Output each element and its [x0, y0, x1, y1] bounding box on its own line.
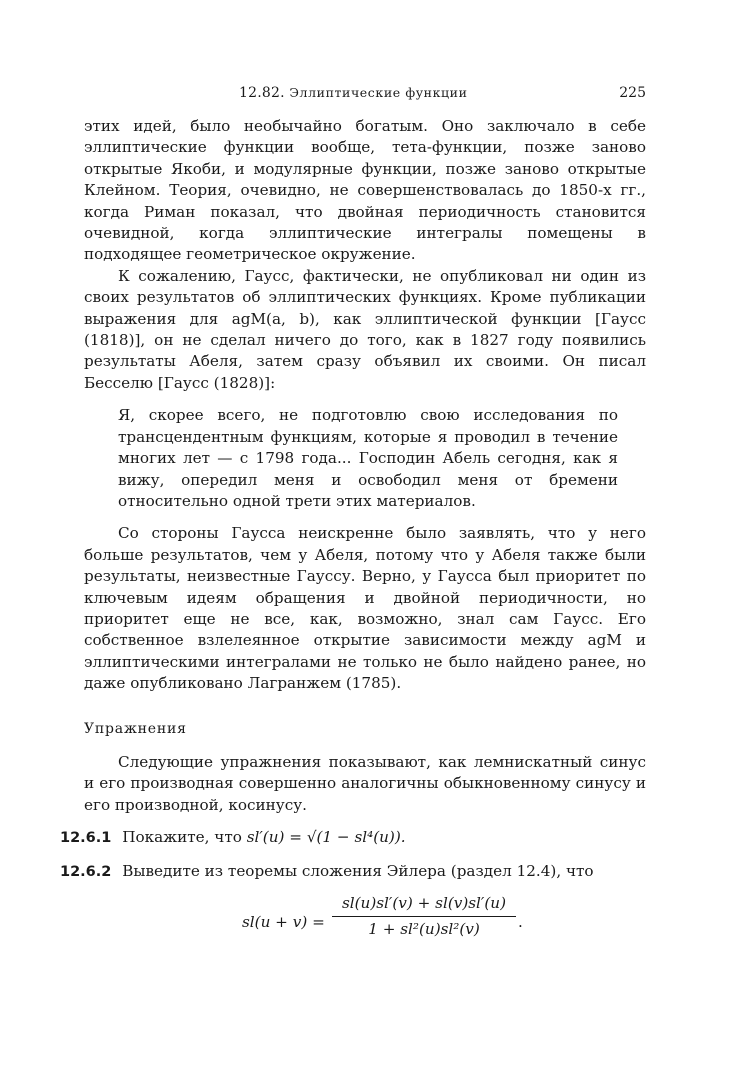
header-section-number: 12.82. — [239, 85, 285, 101]
paragraph-2: К сожалению, Гаусс, фактически, не опубликовал ни один из своих результатов об эллиптических функциях. Кроме публикации выражения для agM(a, b), как эллиптической функции [Гаусс (1818)], он не сделал ничего до того, как в 1827 году появились результаты Абеля, затем сразу объявил их своими. Он писал Бесселю [Гаусс (1828)]: — [84, 266, 646, 392]
exercise-math: sl′(u) = √(1 − sl⁴(u)). — [246, 828, 406, 847]
display-formula — [84, 893, 646, 953]
exercise-text: Покажите, что — [122, 828, 242, 847]
paragraph-1: этих идей, было необычайно богатым. Оно заключало в себе эллиптические функции вообще, тета-функции, позже заново открытые Якоби, и модулярные функции, позже заново открытые Клейном. Теория, очевидно, не совершенствовалась до 1850-х гг., когда Риман показал, что двойная периодичность становится очевидной, когда эллиптические интегралы помещены в подходящее геометрическое окружение. — [84, 117, 646, 264]
running-header — [84, 85, 646, 105]
exercise-text: Выведите из теоремы сложения Эйлера (раздел 12.4), что — [122, 861, 594, 880]
formula-period: . — [518, 913, 523, 931]
section-heading: Упражнения — [84, 720, 187, 737]
formula-numerator: sl(u)sl′(v) + sl(v)sl′(u) — [332, 893, 516, 917]
block-quote: Я, скорее всего, не подготовлю свою исследования по трансцендентным функциям, которые я проводил в течение многих лет — с 1798 года... Господин Абель сегодня, как я вижу, опередил меня и освободил меня от бремени относительно одной трети этих материалов. — [118, 406, 618, 510]
formula-lhs: sl(u + v) = — [242, 913, 325, 931]
formula-denominator: 1 + sl²(u)sl²(v) — [368, 920, 480, 939]
exercise-number: 12.6.2 — [60, 863, 112, 880]
exercise-12-6-1 — [60, 827, 646, 849]
header-section-title: Эллиптические функции — [289, 85, 468, 100]
formula-fraction — [332, 893, 516, 941]
page-body — [60, 116, 646, 953]
exercise-12-6-2 — [60, 861, 646, 883]
header-title — [239, 85, 468, 101]
page-number: 225 — [619, 85, 646, 101]
exercise-number: 12.6.1 — [60, 830, 112, 847]
exercises-intro: Следующие упражнения показывают, как лемнискатный синус и его производная совершенно аналогичны обыкновенному синусу и его производной, косинусу. — [84, 752, 646, 814]
paragraph-3: Со стороны Гаусса неискренне было заявлять, что у него больше результатов, чем у Абеля, потому что у Абеля также были результаты, неизвестные Гауссу. Верно, у Гаусса был приоритет по ключевым идеям обращения и двойной периодичности, но приоритет еще не все, как, возможно, знал сам Гаусс. Его собственное взлелеянное открытие зависимости между agM и эллиптическими интегралами не только не было найдено ранее, но даже опубликовано Лагранжем (1785). — [84, 524, 646, 693]
